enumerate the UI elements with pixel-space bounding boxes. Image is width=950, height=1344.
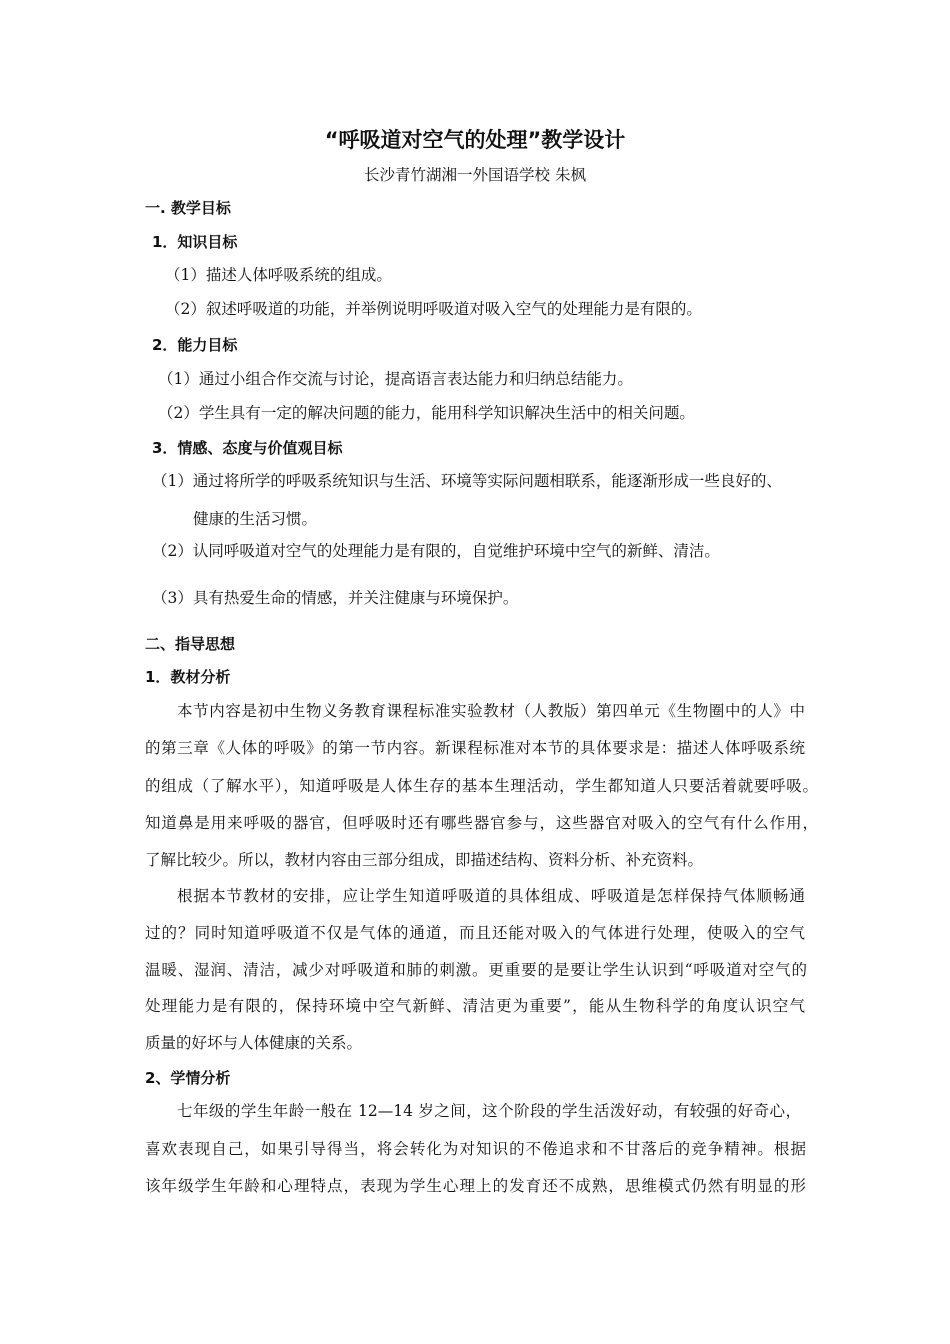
knowledge-goal-item: （1）描述人体呼吸系统的组成。: [165, 266, 392, 284]
paragraph-line: 根据本节教材的安排，应让学生知道呼吸道的具体组成、呼吸道是怎样保持气体顺畅通: [177, 887, 805, 905]
paragraph-line: 的组成（了解水平），知道呼吸是人体生存的基本生理活动，学生都知道人只要活着就要呼吸。: [145, 777, 818, 795]
emotion-goal-item: （1）通过将所学的呼吸系统知识与生活、环境等实际问题相联系，能逐渐形成一些良好的、: [152, 472, 782, 490]
emotion-goal-item: （2）认同呼吸道对空气的处理能力是有限的，自觉维护环境中空气的新鲜、清洁。: [152, 542, 720, 560]
ability-goal-item: （1）通过小组合作交流与讨论，提高语言表达能力和归纳总结能力。: [158, 370, 633, 388]
paragraph-line: 七年级的学生年龄一般在 12—14 岁之间，这个阶段的学生活泼好动，有较强的好奇心，: [177, 1102, 801, 1120]
paragraph-line: 本节内容是初中生物义务教育课程标准实验教材（人教版）第四单元《生物圈中的人》中: [177, 702, 805, 720]
emotion-goal-item: （3）具有热爱生命的情感，并关注健康与环境保护。: [152, 589, 519, 607]
ability-goal-item: （2）学生具有一定的解决问题的能力，能用科学知识解决生活中的相关问题。: [158, 404, 695, 422]
paragraph-line: 喜欢表现自己，如果引导得当，将会转化为对知识的不倦追求和不甘落后的竞争精神。根据: [145, 1140, 806, 1158]
paragraph-line: 质量的好坏与人体健康的关系。: [145, 1034, 363, 1052]
emotion-goal-item-continued: 健康的生活习惯。: [193, 510, 318, 528]
section-1-heading: 一. 教学目标: [145, 199, 231, 217]
section-2-heading: 二、指导思想: [145, 635, 236, 653]
paragraph-line: 处理能力是有限的，保持环境中空气新鲜、清洁更为重要”，能从生物科学的角度认识空气: [145, 997, 805, 1015]
textbook-analysis-heading: 1．教材分析: [145, 668, 231, 686]
ability-goal-heading: 2．能力目标: [152, 336, 238, 354]
author-line: 长沙青竹湖湘一外国语学校 朱枫: [364, 166, 586, 184]
paragraph-line: 温暖、湿润、清洁，减少对呼吸道和肺的刺激。更重要的是要让学生认识到“呼吸道对空气的: [145, 961, 807, 979]
paragraph-line: 过的？同时知道呼吸道不仅是气体的通道，而且还能对吸入的气体进行处理，使吸入的空气: [145, 924, 805, 942]
paragraph-line: 该年级学生年龄和心理特点，表现为学生心理上的发育还不成熟，思维模式仍然有明显的形: [145, 1177, 806, 1195]
knowledge-goal-item: （2）叙述呼吸道的功能，并举例说明呼吸道对吸入空气的处理能力是有限的。: [165, 300, 702, 318]
paragraph-line: 的第三章《人体的呼吸》的第一节内容。新课程标准对本节的具体要求是：描述人体呼吸系统: [145, 739, 805, 757]
document-title: “呼吸道对空气的处理”教学设计: [324, 128, 626, 152]
learner-analysis-heading: 2、学情分析: [145, 1069, 231, 1087]
paragraph-line: 了解比较少。所以，教材内容由三部分组成，即描述结构、资料分析、补充资料。: [145, 851, 704, 869]
knowledge-goal-heading: 1．知识目标: [152, 233, 238, 251]
paragraph-line: 知道鼻是用来呼吸的器官，但呼吸时还有哪些器官参与，这些器官对吸入的空气有什么作用，: [145, 814, 818, 832]
emotion-goal-heading: 3．情感、态度与价值观目标: [152, 439, 343, 457]
